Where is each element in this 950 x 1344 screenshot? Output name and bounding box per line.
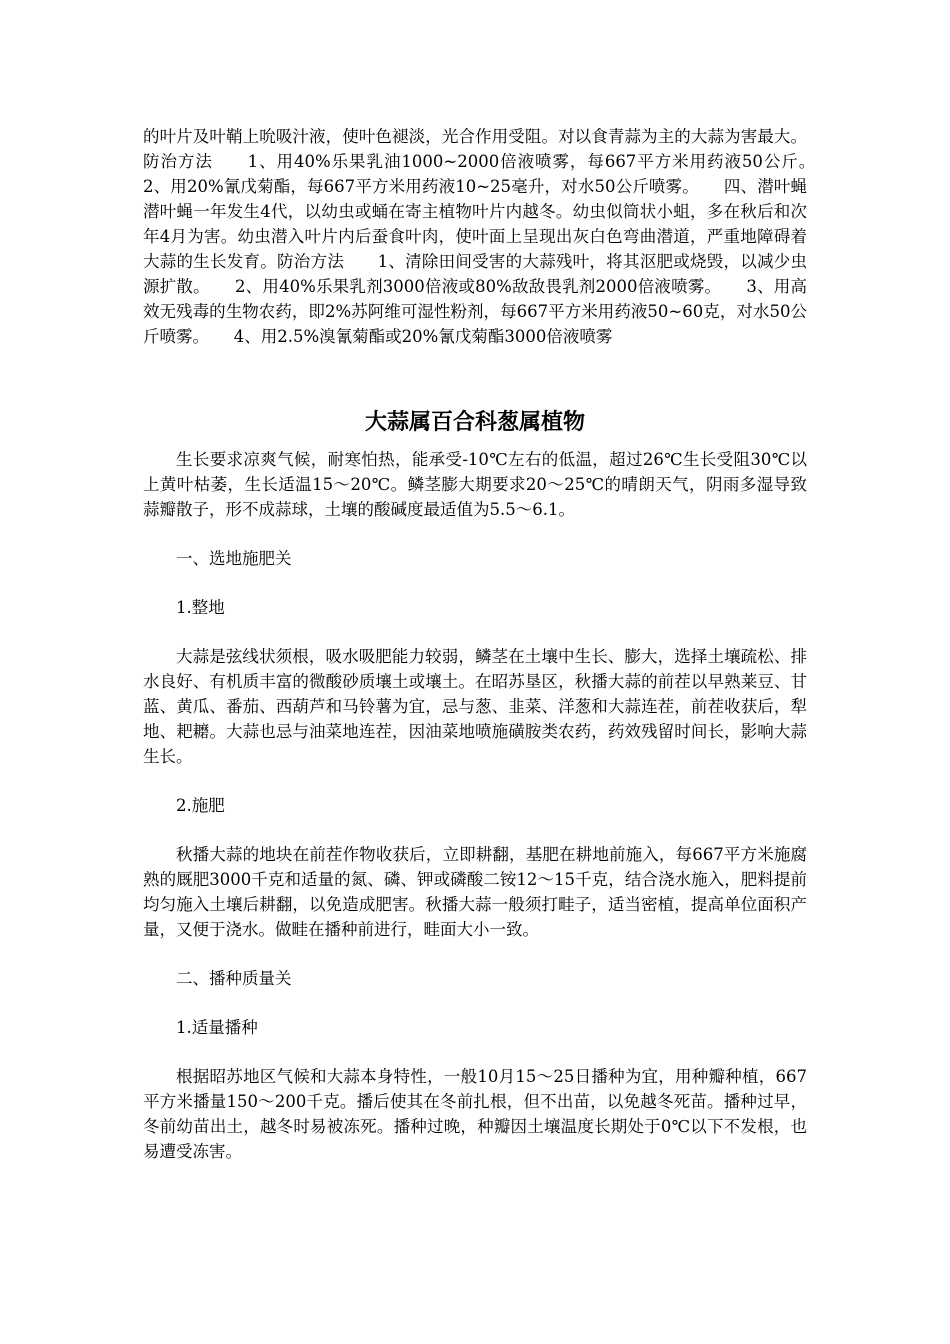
paragraph-fertilizing: 秋播大蒜的地块在前茬作物收获后，立即耕翻，基肥在耕地前施入，每667平方米施腐熟的厩肥3000千克和适量的氮、磷、钾或磷酸二铵12～15千克，结合浇水施入，肥料提前均匀施入土壤后耕翻，以免造成肥害。秋播大蒜一般须打畦子，适当密植，提高单位面积产量，又便于浇水。做畦在播种前进行，畦面大小一致。: [143, 845, 807, 939]
subheading-land-prep: 1.整地: [176, 598, 225, 617]
document-page: [143, 124, 840, 1161]
subheading-proper-sowing: 1.适量播种: [176, 1018, 258, 1037]
paragraph-proper-sowing: 根据昭苏地区气候和大蒜本身特性，一般10月15～25日播种为宜，用种瓣种植，667平方米播量150～200千克。播后使其在冬前扎根，但不出苗，以免越冬死苗。播种过早，冬前幼苗出土，越冬时易被冻死。播种过晚，种瓣因土壤温度长期处于0℃以下不发根，也易遭受冻害。: [143, 1067, 807, 1161]
heading-sowing-quality: 二、播种质量关: [176, 969, 292, 988]
paragraph-land-prep: 大蒜是弦线状须根，吸水吸肥能力较弱，鳞茎在土壤中生长、膨大，选择土壤疏松、排水良好、有机质丰富的微酸砂质壤土或壤土。在昭苏垦区，秋播大蒜的前茬以早熟莱豆、甘蓝、黄瓜、番茄、西葫芦和马铃薯为宜，忌与葱、韭菜、洋葱和大蒜连茬，前茬收获后，犁地、耙耱。大蒜也忌与油菜地连茬，因油菜地喷施磺胺类农药，药效残留时间长，影响大蒜生长。: [143, 647, 807, 766]
heading-site-fertilizer: 一、选地施肥关: [176, 549, 292, 568]
paragraph-climate: 生长要求凉爽气候，耐寒怕热，能承受-10℃左右的低温，超过26℃生长受阻30℃以上黄叶枯萎，生长适温15～20℃。鳞茎膨大期要求20～25℃的晴朗天气，阴雨多湿导致蒜瓣散子，形不成蒜球，土壤的酸碱度最适值为5.5～6.1。: [143, 450, 807, 519]
section-title: 大蒜属百合科葱属植物: [364, 410, 585, 435]
intro-paragraph: 的叶片及叶鞘上吮吸汁液，使叶色褪淡，光合作用受阻。对以食青蒜为主的大蒜为害最大。防治方法 1、用40%乐果乳油1000~2000倍液喷雾，每667平方米用药液50公斤。 2、用20%氰戊菊酯，每667平方米用药液10~25毫升，对水50公斤喷雾。 四、潜叶蝇 潜叶蝇一年发生4代，以幼虫或蛹在寄主植物叶片内越冬。幼虫似筒状小蛆，多在秋后和次年4月为害。幼虫潜入叶片内后蚕食叶肉，使叶面上呈现出灰白色弯曲潜道，严重地障碍着大蒜的生长发育。防治方法 1、清除田间受害的大蒜残叶，将其沤肥或烧毁，以减少虫源扩散。 2、用40%乐果乳剂3000倍液或80%敌敌畏乳剂2000倍液喷雾。 3、用高效无残毒的生物农药，即2%苏阿维可湿性粉剂，每667平方米用药液50~60克，对水50公斤喷雾。 4、用2.5%溴氰菊酯或20%氰戊菊酯3000倍液喷雾: [143, 127, 840, 346]
subheading-fertilizing: 2.施肥: [176, 796, 225, 815]
article-body: [143, 447, 807, 1164]
